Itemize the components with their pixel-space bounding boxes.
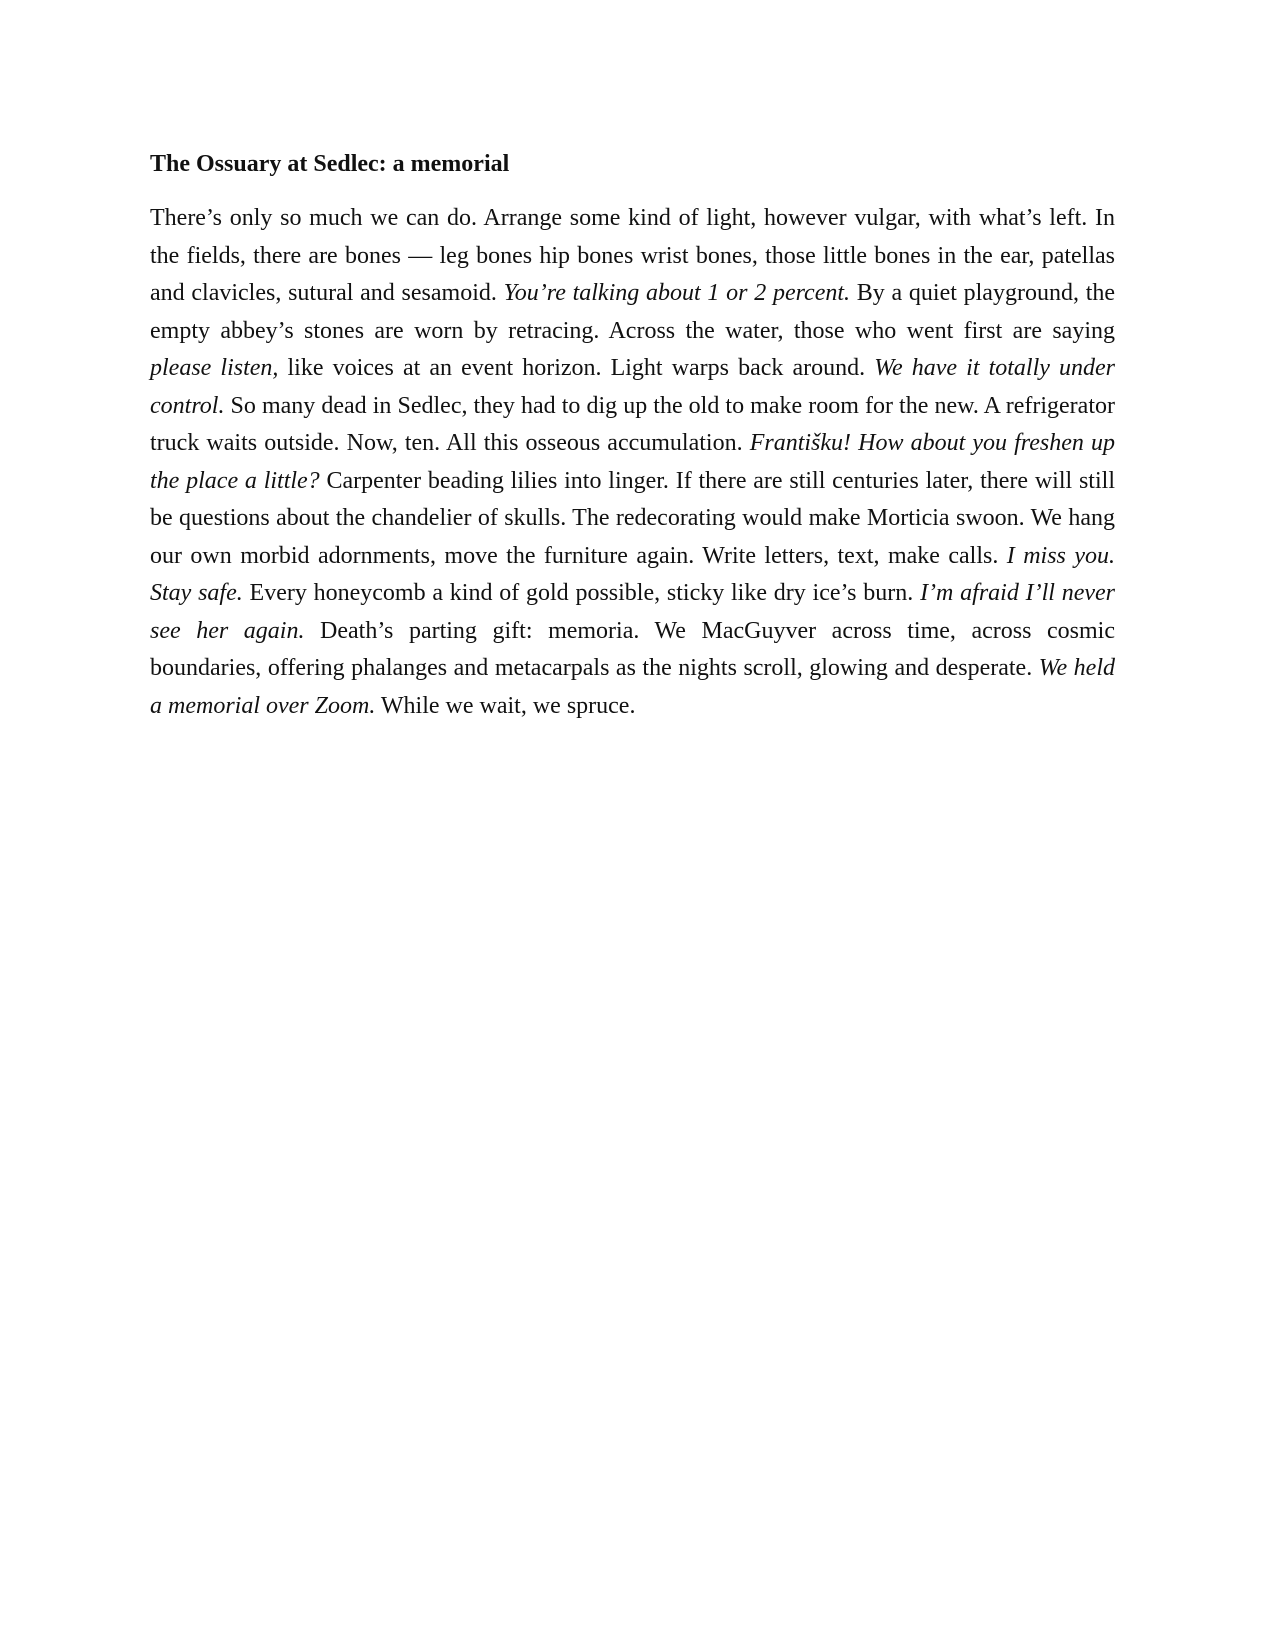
text-run: like voices at an event horizon. Light warps back around.: [278, 355, 875, 381]
italic-text-run: Františku! How about you freshen up the place a little?: [150, 430, 1115, 494]
text-run: Death’s parting gift: memoria. We MacGuyver across time, across cosmic boundaries, offering phalanges and metacarpals as the nights scroll, glowing and desperate.: [150, 617, 1115, 681]
italic-text-run: We held a memorial over Zoom.: [150, 655, 1116, 719]
italic-text-run: I’m afraid I’ll never see her again.: [150, 580, 1115, 644]
body-paragraph: [150, 200, 1115, 725]
text-run: By a quiet playground, the empty abbey’s stones are worn by retracing. Across the water, those who went first are saying: [150, 280, 1116, 344]
text-run: So many dead in Sedlec, they had to dig up the old to make room for the new. A refrigerator truck waits outside. Now, ten. All this osseous accumulation.: [150, 392, 1115, 456]
italic-text-run: please listen,: [150, 355, 279, 381]
italic-text-run: I miss you. Stay safe.: [150, 542, 1115, 606]
text-run: Every honeycomb a kind of gold possible, sticky like dry ice’s burn.: [242, 580, 921, 606]
text-run: There’s only so much we can do. Arrange some kind of light, however vulgar, with what’s left. In the fields, there are bones — leg bones hip bones wrist bones, those little bones in the ear, patellas and clavicles, sutural and sesamoid.: [150, 205, 1115, 306]
document-page: [150, 148, 1115, 725]
italic-text-run: You’re talking about 1 or 2 percent.: [503, 280, 851, 306]
document-title: The Ossuary at Sedlec: a memorial: [150, 151, 510, 177]
text-run: Carpenter beading lilies into linger. If there are still centuries later, there will still be questions about the chandelier of skulls. The redecorating would make Morticia swoon. We hang our own morbid adornments, move the furniture again. Write letters, text, make calls.: [150, 467, 1115, 569]
italic-text-run: We have it totally under control.: [150, 355, 1115, 419]
text-run: While we wait, we spruce.: [375, 692, 636, 719]
